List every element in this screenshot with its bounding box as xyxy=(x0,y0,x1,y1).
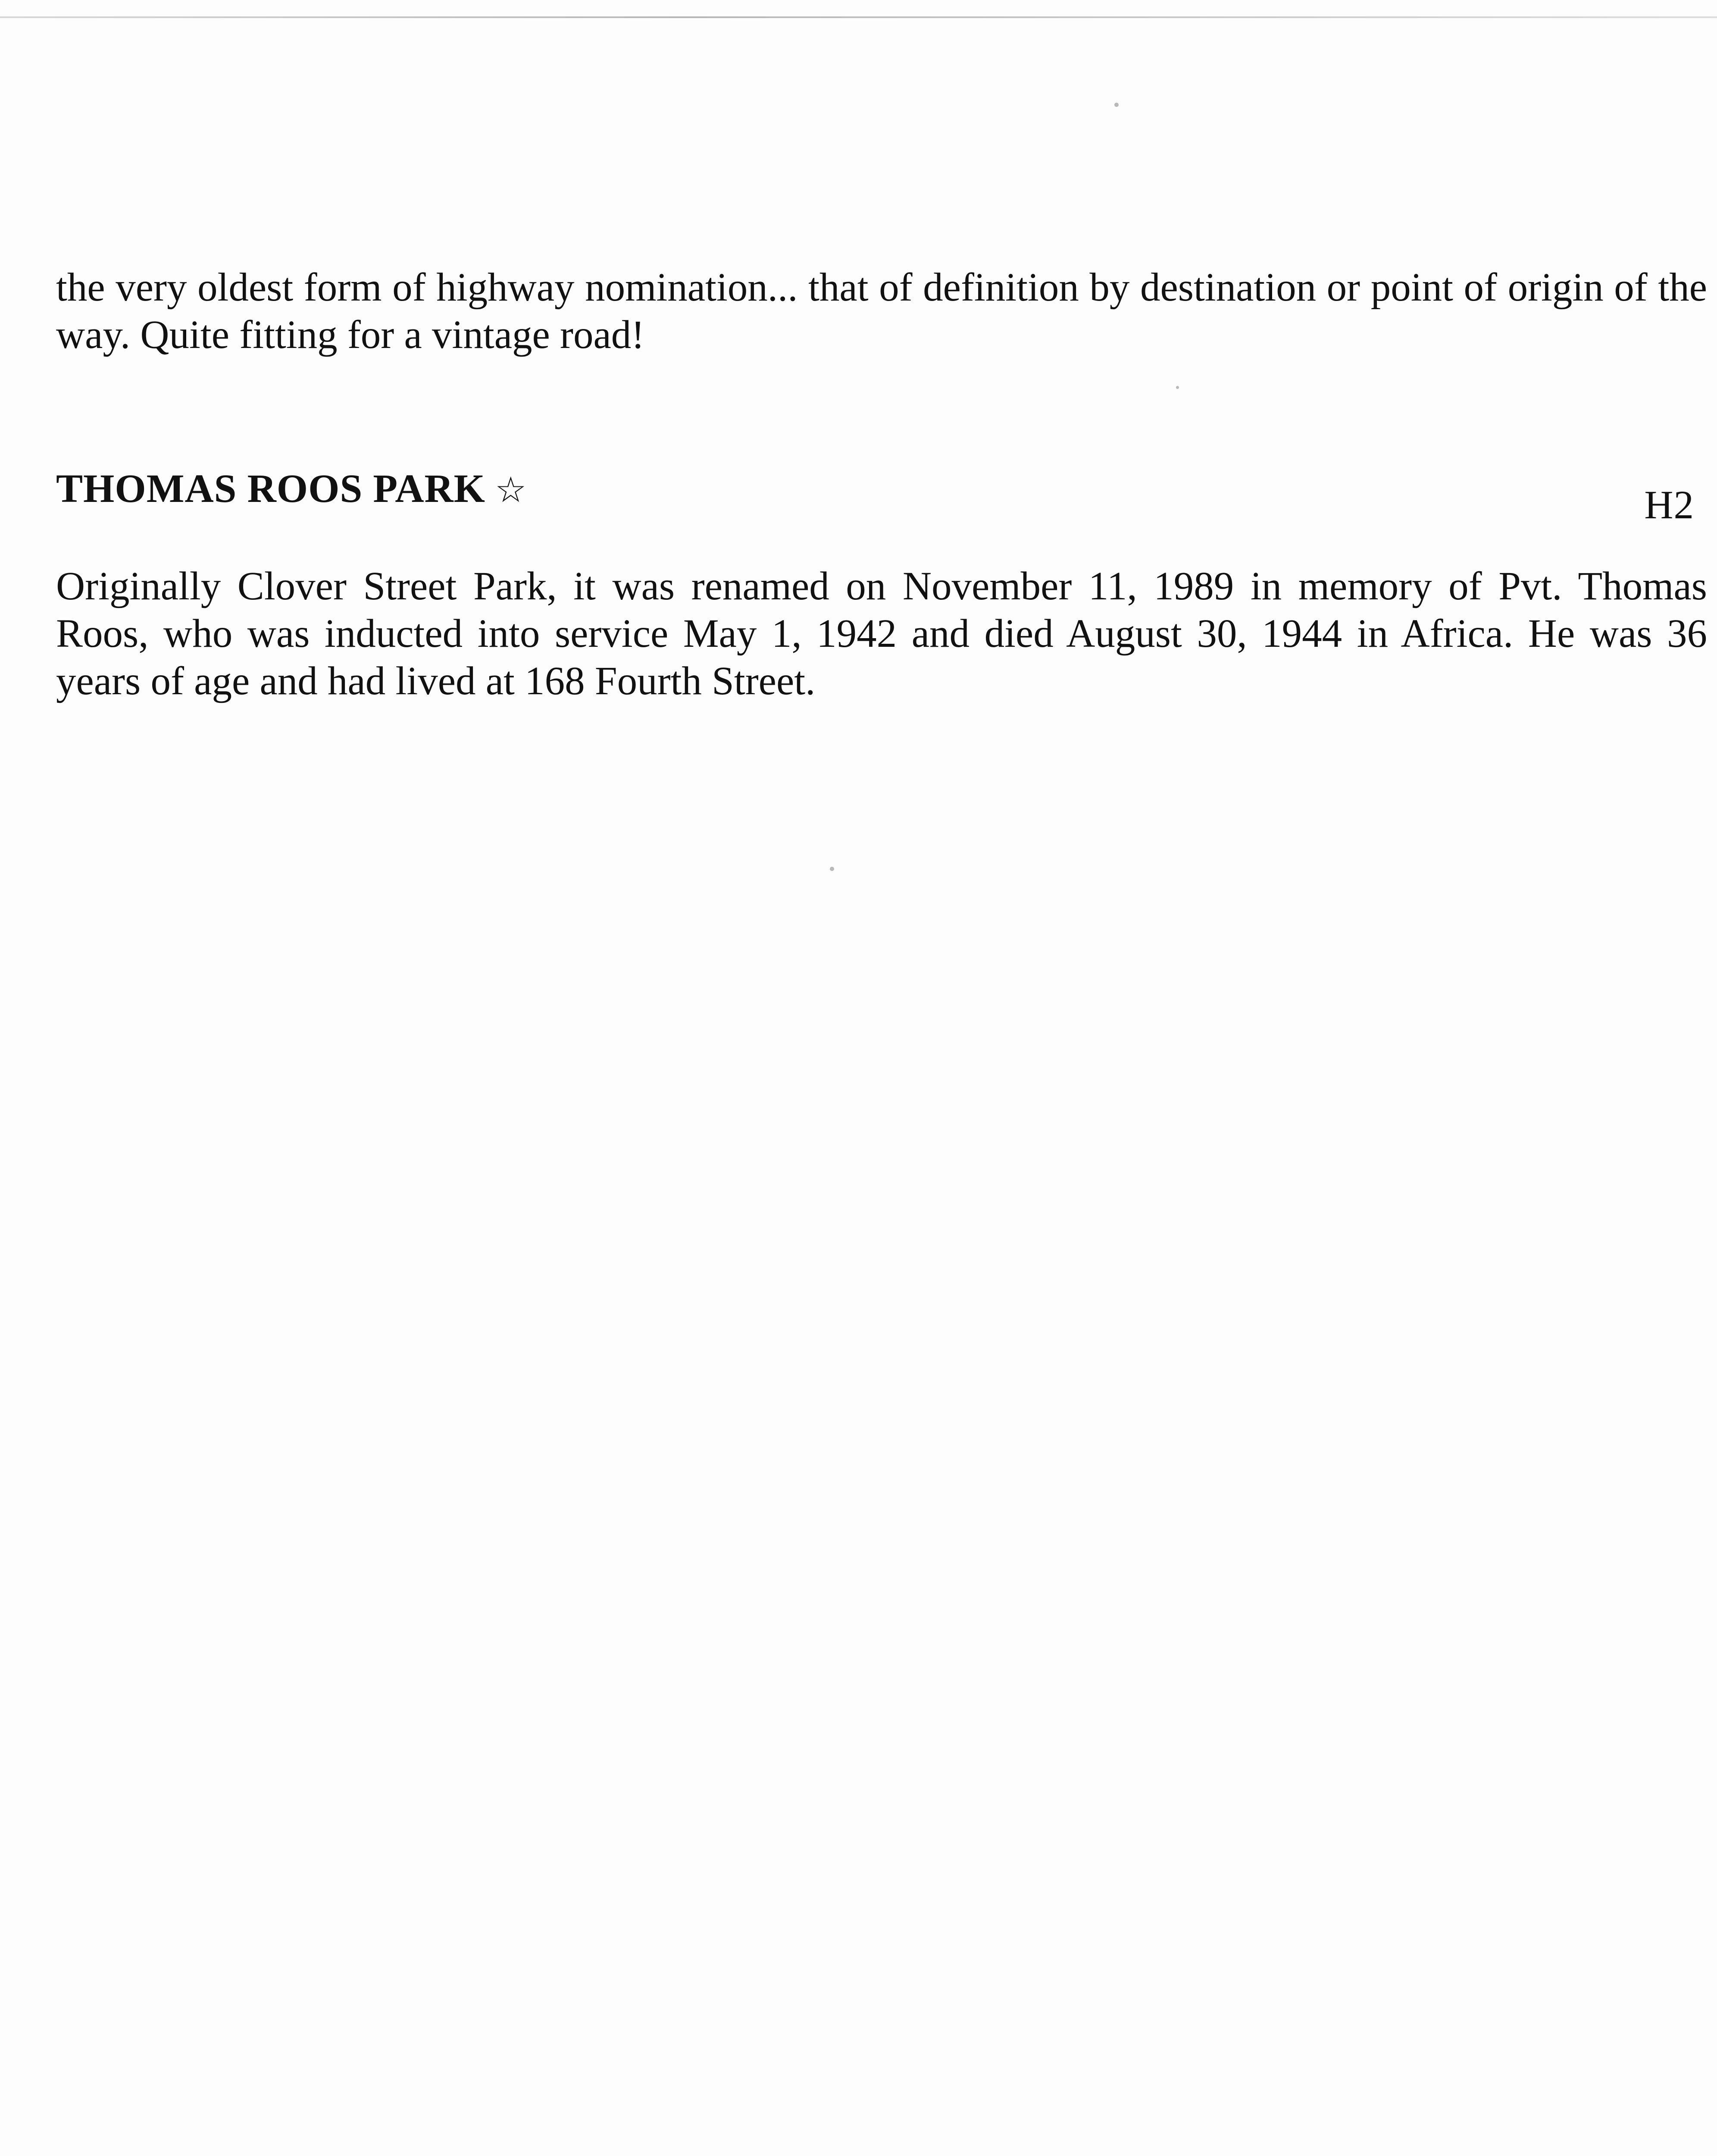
scan-edge-line xyxy=(0,16,1717,18)
entry-heading xyxy=(56,466,1694,527)
scan-speck xyxy=(1114,103,1119,107)
scan-speck xyxy=(1176,386,1179,389)
scan-speck xyxy=(830,867,834,871)
continued-paragraph: the very oldest form of highway nomination... that of definition by destination or point of origin of the way. Quite fitting for a vintage road! xyxy=(56,265,1707,357)
star-icon: ☆ xyxy=(495,470,527,510)
map-code: H2 xyxy=(1644,483,1694,527)
entry-title-wrap xyxy=(56,466,527,512)
entry-title: THOMAS ROOS PARK xyxy=(56,467,485,511)
entry-body: Originally Clover Street Park, it was renamed on November 11, 1989 in memory of Pvt. Thomas Roos, who was inducted into service May 1, 1942 and died August 30, 1944 in Africa. He was 36 years of age and had lived at 168 Fourth Street. xyxy=(56,564,1707,703)
